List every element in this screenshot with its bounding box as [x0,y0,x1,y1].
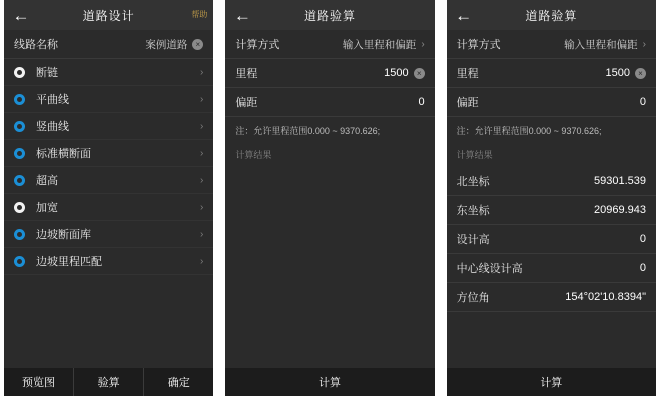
panel-spacer [447,312,656,368]
list-item-slope-chainage-match[interactable] [4,248,213,275]
list-item-standard-cross-section[interactable] [4,140,213,167]
row-chainage[interactable] [447,59,656,88]
list-item-label: 边坡里程匹配 [36,256,102,268]
back-arrow-icon[interactable]: ← [12,5,30,25]
offset-input[interactable]: 0 [418,96,425,108]
titlebar-road-check [225,0,434,30]
list-item-horizontal-curve[interactable] [4,86,213,113]
row-label: 里程 [235,68,258,80]
result-row-centerline-design-height [447,254,656,283]
chevron-right-icon: › [199,93,204,105]
result-label: 中心线设计高 [456,262,523,275]
chevron-right-icon: › [199,255,204,267]
calculate-button[interactable]: 计算 [540,377,563,389]
result-value: 0 [639,261,646,274]
result-row-north [447,167,656,196]
bottom-gap [4,396,213,402]
chevron-right-icon: › [199,228,204,240]
row-value-group [606,67,646,79]
row-offset[interactable] [447,88,656,117]
circle-icon-blue [14,175,25,186]
calc-method-value: 输入里程和偏距 [342,38,417,51]
list-item-widening[interactable] [4,194,213,221]
page-title: 道路设计 [82,8,135,23]
bottom-toolbar-calc [447,368,656,396]
result-label: 方位角 [456,291,490,304]
row-label: 线路名称 [14,39,58,51]
row-calc-method[interactable] [447,30,656,59]
result-value: 0 [639,232,646,245]
result-section-header: 计算结果 [235,149,272,160]
row-value-group [564,37,646,52]
chevron-right-icon: › [199,201,204,213]
back-arrow-icon[interactable]: ← [455,5,473,25]
row-label: 计算方式 [235,39,280,51]
list-item-label: 加宽 [36,202,58,214]
panel-spacer [4,275,213,368]
chevron-right-icon: › [642,38,646,50]
panel-spacer [225,167,434,368]
row-value-group [419,96,425,108]
row-value-group [640,96,646,108]
row-value-group [145,37,203,52]
row-value-group [384,67,424,79]
row-chainage[interactable] [225,59,434,88]
chainage-input[interactable]: 1500 [384,67,409,79]
titlebar-road-check-results [447,0,656,30]
result-label: 北坐标 [456,175,490,188]
confirm-button[interactable]: 确定 [167,377,190,389]
row-label: 偏距 [235,97,258,109]
circle-icon-blue [14,256,25,267]
row-line-name[interactable] [4,30,213,59]
list-item-label: 标准横断面 [36,148,91,160]
list-item-vertical-curve[interactable] [4,113,213,140]
list-item-label: 边坡断面库 [36,229,91,241]
titlebar-road-design [4,0,213,30]
page-title: 道路验算 [303,8,356,23]
calc-method-value: 输入里程和偏距 [564,38,638,51]
range-note: 注：允许里程范围0.000 ~ 9370.626; [456,126,602,136]
back-arrow-icon[interactable]: ← [233,5,251,25]
chevron-right-icon: › [199,66,204,78]
circle-icon-blue [14,121,25,132]
list-item-label: 超高 [36,175,58,187]
circle-icon-blue [14,229,25,240]
result-label: 东坐标 [456,204,490,217]
row-label: 计算方式 [456,39,501,51]
offset-input[interactable]: 0 [639,96,646,108]
bottom-toolbar-design [4,368,213,396]
calculate-button[interactable]: 计算 [318,377,341,389]
result-value: 59301.539 [593,174,646,187]
chevron-right-icon: › [421,38,425,50]
clear-icon[interactable]: × [414,68,425,79]
circle-icon-white [14,67,25,78]
clear-icon[interactable]: × [192,39,203,50]
page-title: 道路验算 [525,8,578,23]
list-item-chainbreak[interactable] [4,59,213,86]
row-offset[interactable] [225,88,434,117]
chevron-right-icon: › [199,147,204,159]
verify-button[interactable]: 验算 [74,368,144,396]
row-value-group [343,37,425,52]
line-name-value: 案例道路 [145,38,188,51]
preview-button[interactable]: 预览图 [4,368,74,396]
result-row-east [447,196,656,225]
help-link[interactable]: 帮助 [191,10,208,19]
circle-icon-blue [14,148,25,159]
bottom-toolbar-calc [225,368,434,396]
chevron-right-icon: › [199,174,204,186]
bottom-gap [447,396,656,402]
panel-road-design [4,0,213,402]
result-value: 20969.943 [593,203,646,216]
row-calc-method[interactable] [225,30,434,59]
result-row-design-height [447,225,656,254]
row-label: 偏距 [456,97,479,109]
result-row-azimuth [447,283,656,312]
list-item-label: 平曲线 [36,94,69,106]
clear-icon[interactable]: × [635,68,646,79]
chevron-right-icon: › [199,120,204,132]
list-item-label: 竖曲线 [36,121,69,133]
bottom-gap [225,396,434,402]
result-value: 154°02'10.8394" [565,290,646,303]
panel-road-check-results [447,0,656,402]
result-section-header: 计算结果 [456,149,493,160]
circle-icon-white [14,202,25,213]
chainage-input[interactable]: 1500 [605,67,630,79]
list-item-superelevation[interactable] [4,167,213,194]
list-item-slope-section-library[interactable] [4,221,213,248]
range-note: 注：允许里程范围0.000 ~ 9370.626; [235,126,381,136]
circle-icon-blue [14,94,25,105]
result-label: 设计高 [456,233,490,246]
list-item-label: 断链 [36,67,58,79]
panel-road-check-empty [225,0,434,402]
row-label: 里程 [456,68,479,80]
